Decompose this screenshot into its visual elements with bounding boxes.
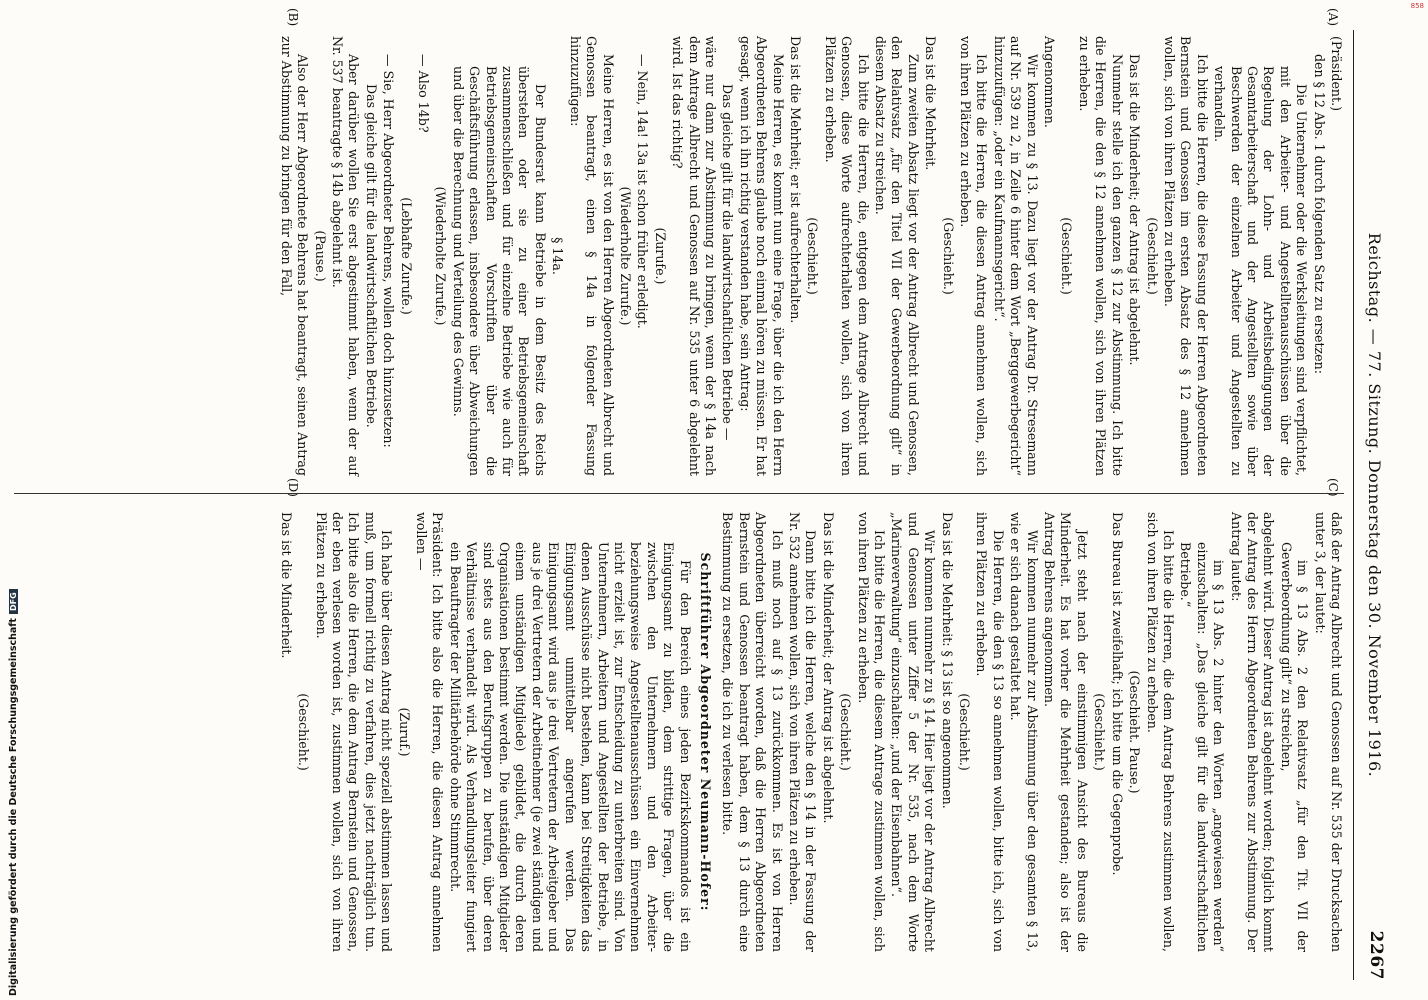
right-column bbox=[276, 512, 1344, 952]
right-paragraph: (Geschieht.) bbox=[1092, 693, 1108, 771]
right-paragraph: Wir kommen nunmehr zur Abstimmung über den gesamten § 13, wie er sich danach gestaltet hat. bbox=[1008, 512, 1040, 952]
page-number: 2267 bbox=[1366, 930, 1386, 980]
left-paragraph: Die Unternehmer oder die Werksleitungen sind verpflichtet, mit den Arbeiter- und Angestelltenausschüssen über die Regelung der Lohn- und Arbeitsbedingungen der Gesamtarbeiterschaft und der Angestellten sowie über Beschwerden der einzelnen Arbeiter und Angestellten zu verhandeln. bbox=[1212, 66, 1310, 476]
credit-text: Digitalisierung gefördert durch die Deutsche Forschungsgemeinschaft bbox=[8, 618, 19, 996]
right-paragraph: Das Bureau ist zweifelhaft; ich bitte um die Gegenprobe. bbox=[1109, 512, 1125, 876]
right-paragraph: abgelehnt wird. Dieser Antrag ist abgelehnt worden; folglich kommt der Antrag des Herrn Abgeordneten Behrens zur Abstimmung. Der Antrag lautet: bbox=[1228, 512, 1277, 952]
right-paragraph: Die Herren, die den § 13 so annehmen wollen, bitte ich, sich von ihren Plätzen zu erheben. bbox=[974, 512, 1006, 952]
left-paragraph: — Also 14b? bbox=[416, 54, 432, 133]
margin-letter-c: (C) bbox=[1326, 478, 1340, 497]
left-paragraph: Ich bitte die Herren, die diesen Antrag annehmen wollen, sich von ihren Plätzen zu erheben. bbox=[958, 36, 990, 476]
right-paragraph: Präsident: Ich bitte also die Herren, die diesen Antrag annehmen wollen — bbox=[414, 512, 446, 952]
left-paragraph: (Geschieht.) bbox=[805, 217, 821, 295]
left-paragraph: Angenommen. bbox=[1042, 36, 1058, 128]
right-paragraph: (Geschieht.) bbox=[838, 693, 854, 771]
header-rule bbox=[1353, 30, 1354, 980]
left-paragraph: wäre nur dann zur Abstimmung zu bringen, wenn der § 14a nach dem Antrage Albrecht und Genossen auf Nr. 535 unter 6 abgelehnt wird. Ist das richtig? bbox=[670, 36, 718, 476]
left-paragraph: Das gleiche gilt für die landwirtschaftlichen Betriebe. bbox=[363, 84, 379, 428]
left-paragraph: Das ist die Minderheit; der Antrag ist abgelehnt. bbox=[1127, 54, 1143, 366]
right-paragraph: Schriftführer Abgeordneter Neumann-Hofer: bbox=[697, 552, 713, 912]
left-paragraph: Das ist die Mehrheit; er ist aufrechterhalten. bbox=[788, 36, 803, 324]
right-paragraph: Dann bitte ich die Herren, welche den § 14 in der Fassung der Nr. 532 annehmen wollen, sich von ihren Plätzen zu erheben. bbox=[787, 512, 819, 952]
right-paragraph: Ich muß noch auf § 13 zurückkommen. Es ist von Herren Abgeordneten überreicht worden, daß die Herren Abgeordneten Bernstein und Genossen beantragt haben, dem § 13 durch eine Bestimmung zu ersetzen, die ich zu verlesen bitte. bbox=[720, 512, 785, 952]
margin-letter-b: (B) bbox=[286, 8, 300, 27]
right-paragraph: daß der Antrag Albrecht und Genossen auf Nr. 535 der Drucksachen unter 3, der lautet: bbox=[1312, 512, 1344, 952]
left-paragraph: (Lebhafte Zurufe.) bbox=[398, 197, 414, 315]
column-divider bbox=[14, 493, 1344, 494]
right-paragraph: (Zuruf.) bbox=[396, 707, 412, 757]
margin-letter-a: (A) bbox=[1326, 8, 1340, 27]
left-paragraph: Zum zweiten Absatz liegt vor der Antrag Albrecht und Genossen, den Relativsatz „für den Titel VII der Gewerbeordnung gilt“ in diesem Absatz zu streichen. bbox=[873, 36, 921, 476]
page-header bbox=[1358, 30, 1386, 980]
left-paragraph: Also der Herr Abgeordnete Behrens hat beantragt, seinen Antrag zur Abstimmung zu bringen für den Fall, bbox=[278, 36, 311, 476]
left-paragraph: den § 12 Abs. 1 durch folgenden Satz zu ersetzen: bbox=[1311, 54, 1327, 374]
left-paragraph: Wir kommen zu § 13. Dazu liegt vor der Antrag Dr. Stresemann auf Nr. 539 zu 2, in Zeile 6 hinter dem Wort „Berggewerbegericht“ hinzuzufügen: „oder ein Kaufmannsgericht“. bbox=[991, 36, 1040, 476]
right-paragraph: Ich bitte die Herren, die dem Antrag Behrens zustimmen wollen, sich von ihren Plätzen zu erheben. bbox=[1144, 512, 1176, 952]
right-paragraph: Das ist die Minderheit. bbox=[278, 512, 294, 659]
left-paragraph: (Zurufe.) bbox=[652, 227, 668, 285]
left-paragraph: (Geschieht.) bbox=[1059, 217, 1075, 295]
left-paragraph: Ich bitte die Herren, die, entgegen dem Antrage Albrecht und Genossen, diese Worte aufrechterhalten wollen, sich von ihren Plätzen zu erheben. bbox=[822, 36, 871, 476]
left-paragraph: (Pause.) bbox=[312, 230, 328, 282]
right-paragraph: Ich habe über diesen Antrag nicht speziell abstimmen lassen und muß, um formell richtig zu verfahren, dies jetzt nachträglich tun. Ich bitte also die Herren, die dem Antrag Bernstein und Genossen, der eben verlesen worden ist, zustimmen wollen, sich von ihren Plätzen zu erheben. bbox=[313, 512, 395, 952]
right-paragraph: im § 13 Abs. 2 hinter den Worten „angewiesen werden“ einzuschalten: „Das gleiche gilt für die landwirtschaftlichen Betriebe.“ bbox=[1178, 542, 1227, 952]
right-paragraph: (Geschieht.) bbox=[296, 693, 312, 771]
left-column bbox=[276, 36, 1344, 476]
left-paragraph: Das ist die Mehrheit. bbox=[923, 36, 939, 171]
left-paragraph: Das gleiche gilt für die landwirtschaftlichen Betriebe — bbox=[720, 84, 736, 441]
right-paragraph: (Geschieht. Pause.) bbox=[1127, 670, 1143, 794]
running-title: Reichstag. — 77. Sitzung. Donnerstag den 30. November 1916. bbox=[1365, 232, 1384, 778]
left-paragraph: — Sie, Herr Abgeordneter Behrens, wollen doch hinzusetzen: bbox=[381, 54, 397, 448]
left-paragraph: — Nein, 14a! 13a ist schon früher erledigt. bbox=[635, 54, 651, 329]
right-paragraph: Für den Bereich eines jeden Bezirkskommandos ist ein Einigungsamt zu bilden, dem strittige Fragen, über die zwischen den Unternehmern und den Arbeiter- beziehungsweise Angestelltenausschüssen ein Einvernehmen nicht erzielt ist, zur Entscheidung zu unterbreiten sind. Von Unternehmern, Arbeitern und Angestellten der Betriebe, in denen Ausschüsse nicht bestehen, kann bei Streitigkeiten das Einigungsamt unmittelbar angerufen werden. Das Einigungsamt wird aus je drei Vertretern der Arbeitgeber und aus je drei Vertretern der Arbeitnehmer (je zwei ständigen und einem unständigen Mitgliede) gebildet, die durch deren Organisationen bestimmt werden. Die unständigen Mitglieder sind stets aus den Berufsgruppen zu berufen, über deren Verhältnisse verhandelt wird. Als Verhandlungsleiter fungiert ein Beauftragter der Militärbehörde ohne Stimmrecht. bbox=[447, 542, 693, 952]
left-paragraph: § 14a. bbox=[550, 237, 566, 275]
left-paragraph: (Präsident.) bbox=[1329, 36, 1344, 112]
right-paragraph: Das ist die Minderheit; der Antrag ist abgelehnt. bbox=[820, 512, 836, 824]
left-paragraph: Nunmehr stelle ich den ganzen § 12 zur Abstimmung. Ich bitte die Herren, die den § 12 annehmen wollen, sich von ihren Plätzen zu erheben. bbox=[1076, 36, 1125, 476]
left-paragraph: (Geschieht.) bbox=[1144, 217, 1160, 295]
left-paragraph: Ich bitte die Herren, die diese Fassung der Herren Abgeordneten Bernstein und Genossen im ersten Absatz des § 12 annehmen wollen, sich von ihren Plätzen zu erheben. bbox=[1161, 36, 1210, 476]
right-paragraph: (Geschieht.) bbox=[957, 693, 973, 771]
digitization-credit bbox=[8, 589, 19, 996]
left-paragraph: Meine Herren, es kommt nun eine Frage, über die ich den Herrn Abgeordneten Behrens glaube noch einmal hören zu müssen. Er hat gesagt, wenn ich ihn richtig verstanden habe, sein Antrag: bbox=[737, 36, 786, 476]
margin-letter-d: (D) bbox=[286, 478, 300, 497]
left-paragraph: Aber darüber wollen Sie erst abgestimmt haben, wenn der auf Nr. 537 beantragte § 14b abgelehnt ist. bbox=[330, 36, 362, 476]
right-paragraph: Ich bitte die Herren, die diesem Antrage zustimmen wollen, sich von ihren Plätzen zu erheben. bbox=[855, 512, 888, 952]
right-paragraph: im § 13 Abs. 2 den Relativsatz „für den Tit. VII der Gewerbeordnung gilt“ zu streichen, bbox=[1278, 542, 1311, 952]
right-paragraph: Das ist die Mehrheit: § 13 ist so angenommen. bbox=[939, 512, 955, 809]
left-paragraph: Der Bundesrat kann Betriebe in dem Besitz des Reichs überstehen oder sie zu einer Betriebsgemeinschaft zusammenschließen und für einzelne Betriebe wie auch für Betriebsgemeinschaften Vorschriften über die Geschäftsführung erlassen, insbesondere über Abweichungen und über die Berechnung und Verteilung des Gewinns. bbox=[450, 66, 548, 476]
corner-tag: 858 bbox=[1410, 2, 1424, 10]
left-paragraph: (Wiederholte Zurufe.) bbox=[617, 186, 633, 326]
right-paragraph: Wir kommen nunmehr zu § 14. Hier liegt vor der Antrag Albrecht und Genossen unter Ziffer 5 der Nr. 535, nach dem Worte „Marineverwaltung“ einzuschalten: „und der Eisenbahnen“. bbox=[889, 512, 938, 952]
left-paragraph: (Geschieht.) bbox=[940, 217, 956, 295]
right-paragraph: Jetzt steht nach der einstimmigen Ansicht des Bureaus die Minderheit. Es hat vorher die Mehrheit gestanden; also ist der Antrag Behrens angenommen. bbox=[1042, 512, 1090, 952]
left-paragraph: Meine Herren, es ist von den Herren Abgeordneten Albrecht und Genossen beantragt, einen § 14a in folgender Fassung hinzuzufügen: bbox=[567, 36, 616, 476]
left-paragraph: (Wiederholte Zurufe.) bbox=[433, 186, 449, 326]
dfg-logo: DFG bbox=[9, 589, 18, 614]
